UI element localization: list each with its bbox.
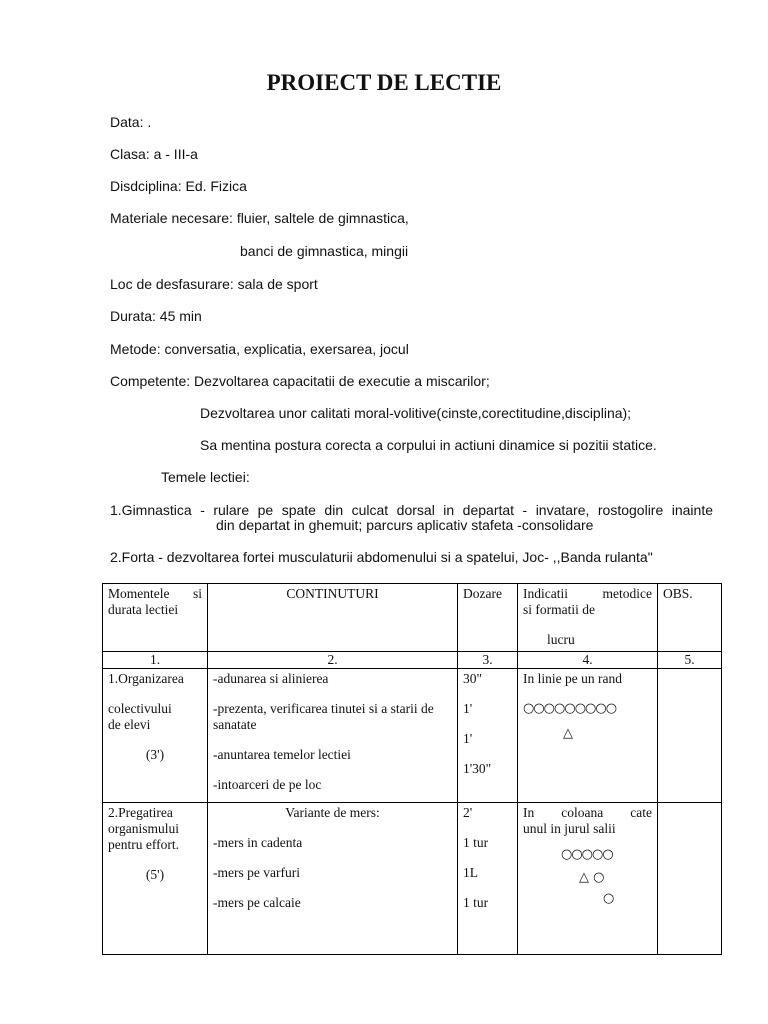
row2-indications: In coloana cate unul in jurul salii ○○○○○ △ ○ ○	[518, 803, 658, 955]
methods-line: Metode: conversatia, explicatia, exersarea, jocul	[110, 341, 409, 357]
teacher-position-icon: △	[563, 726, 573, 741]
row1-dosage: 30" 1' 1' 1'30"	[458, 669, 518, 803]
materials-line-1: Materiale necesare: fluier, saltele de gimnastica,	[110, 210, 409, 226]
table-header-row	[103, 584, 722, 652]
table-row	[103, 669, 722, 803]
student-column-formation: ○○○○○	[561, 847, 613, 862]
student-position-icon: ○	[603, 891, 615, 906]
col-number: 1.	[103, 652, 208, 669]
theme-1-line-a: 1.Gimnastica - rulare pe spate din culcat dorsal in departat - invatare, rostogolire inainte	[110, 502, 713, 518]
header-contents: CONTINUTURI	[208, 584, 458, 652]
materials-line-2: banci de gimnastica, mingii	[240, 243, 409, 259]
row2-contents: Variante de mers: -mers in cadenta -mers pe varfuri -mers pe calcaie	[208, 803, 458, 955]
page-title: PROIECT DE LECTIE	[266, 70, 502, 95]
lesson-table	[102, 583, 722, 955]
header-observations: OBS.	[658, 584, 722, 652]
theme-1-line-b: din departat in ghemuit; parcurs aplicativ stafeta -consolidare	[216, 517, 594, 533]
competences-line-2: Dezvoltarea unor calitati moral-volitive(cinste,corectitudine,disciplina);	[200, 405, 632, 421]
row1-contents: -adunarea si alinierea -prezenta, verificarea tinutei si a starii de sanatate -anuntarea temelor lectiei -intoarceri de pe loc	[208, 669, 458, 803]
col-number: 2.	[208, 652, 458, 669]
theme-2-line: 2.Forta - dezvoltarea fortei musculaturii abdomenului si a spatelui, Joc- ,,Banda rulanta"	[110, 549, 653, 565]
row2-dosage: 2' 1 tur 1L 1 tur	[458, 803, 518, 955]
row1-moment: 1.Organizarea colectivului de elevi (3')	[103, 669, 208, 803]
row2-observations	[658, 803, 722, 955]
header-dosage: Dozare	[458, 584, 518, 652]
row1-observations	[658, 669, 722, 803]
class-line: Clasa: a - III-a	[110, 146, 198, 162]
competences-line-1: Competente: Dezvoltarea capacitatii de executie a miscarilor;	[110, 373, 490, 389]
table-number-row	[103, 652, 722, 669]
student-line-formation: ○○○○○○○○○	[523, 701, 617, 716]
competences-line-3: Sa mentina postura corecta a corpului in actiuni dinamice si pozitii statice.	[200, 437, 657, 453]
discipline-line: Disdciplina: Ed. Fizica	[110, 178, 247, 194]
teacher-student-formation: △ ○	[579, 870, 605, 885]
col-number: 3.	[458, 652, 518, 669]
duration-line: Durata: 45 min	[110, 308, 202, 324]
header-moments: Momentele si durata lectiei	[103, 584, 208, 652]
col-number: 5.	[658, 652, 722, 669]
row2-moment: 2.Pregatirea organismului pentru effort. (5')	[103, 803, 208, 955]
date-line: Data: .	[110, 114, 152, 130]
col-number: 4.	[518, 652, 658, 669]
themes-heading: Temele lectiei:	[161, 469, 250, 485]
table-row	[103, 803, 722, 955]
header-indications: Indicatii metodice si formatii de lucru	[518, 584, 658, 652]
location-line: Loc de desfasurare: sala de sport	[110, 276, 318, 292]
row1-indications: In linie pe un rand ○○○○○○○○○ △	[518, 669, 658, 803]
